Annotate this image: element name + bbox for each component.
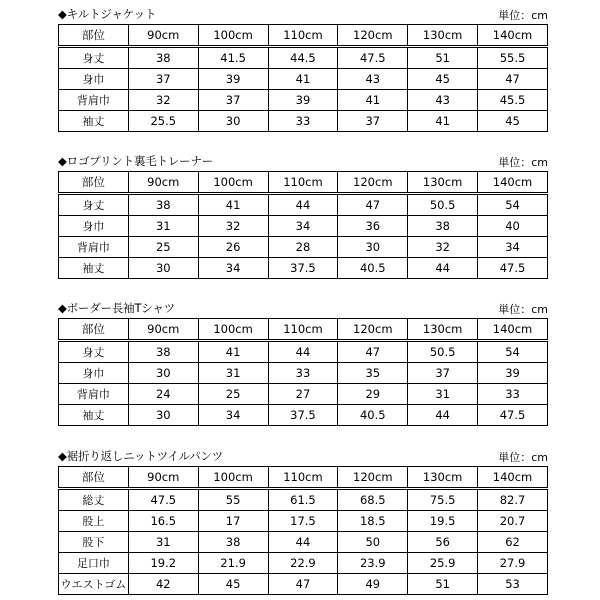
row-label: 股上 [59,511,129,532]
section-title: ◆ロゴプリント裏毛トレーナー [58,154,214,168]
table-cell: 25.9 [408,553,478,574]
table-cell: 25 [198,384,268,405]
table-cell: 54 [478,194,548,216]
table-cell: 33 [478,384,548,405]
table-cell: 38 [198,532,268,553]
table-cell: 31 [128,216,198,237]
row-label: 背肩巾 [59,237,129,258]
table-cell: 47.5 [128,489,198,511]
table-row [59,111,548,132]
column-header-size: 120cm [338,25,408,47]
table-row [59,90,548,111]
table-cell: 27 [268,384,338,405]
table-cell: 41 [198,194,268,216]
header-row [59,172,548,194]
row-label: 身丈 [59,47,129,69]
table-cell: 39 [268,90,338,111]
column-header-size: 120cm [338,319,408,341]
column-header-size: 140cm [478,25,548,47]
table-cell: 31 [128,532,198,553]
table-row [59,511,548,532]
table-cell: 37 [338,111,408,132]
table-cell: 41 [338,90,408,111]
table-cell: 41 [268,69,338,90]
table-row [59,405,548,426]
table-cell: 44 [268,341,338,363]
table-row [59,489,548,511]
table-cell: 38 [128,194,198,216]
table-cell: 39 [478,363,548,384]
table-cell: 51 [408,47,478,69]
table-cell: 45.5 [478,90,548,111]
table-cell: 41 [198,341,268,363]
table-cell: 19.2 [128,553,198,574]
table-cell: 30 [128,258,198,279]
size-table [58,24,548,132]
table-row [59,69,548,90]
table-cell: 43 [338,69,408,90]
row-label: 袖丈 [59,405,129,426]
table-cell: 43 [408,90,478,111]
row-label: ウエストゴム [59,574,129,595]
row-label: 袖丈 [59,258,129,279]
table-cell: 36 [338,216,408,237]
column-header-size: 130cm [408,172,478,194]
table-cell: 37 [128,69,198,90]
table-cell: 38 [128,47,198,69]
column-header-size: 90cm [128,467,198,489]
column-header-part: 部位 [59,25,129,47]
row-label: 足口巾 [59,553,129,574]
row-label: 袖丈 [59,111,129,132]
table-cell: 38 [408,216,478,237]
column-header-part: 部位 [59,319,129,341]
column-header-part: 部位 [59,467,129,489]
column-header-size: 140cm [478,172,548,194]
table-row [59,384,548,405]
table-row [59,341,548,363]
table-cell: 44 [408,258,478,279]
column-header-size: 130cm [408,467,478,489]
column-header-size: 100cm [198,319,268,341]
table-body [59,341,548,426]
table-cell: 17 [198,511,268,532]
table-cell: 45 [198,574,268,595]
table-cell: 62 [478,532,548,553]
table-cell: 51 [408,574,478,595]
table-cell: 44 [268,194,338,216]
column-header-size: 140cm [478,319,548,341]
table-cell: 55 [198,489,268,511]
row-label: 背肩巾 [59,384,129,405]
table-cell: 75.5 [408,489,478,511]
table-cell: 44 [268,532,338,553]
table-row [59,47,548,69]
table-cell: 17.5 [268,511,338,532]
table-cell: 38 [128,341,198,363]
table-cell: 34 [268,216,338,237]
size-section-knit-pants [58,446,548,595]
table-cell: 47.5 [478,258,548,279]
table-cell: 34 [478,237,548,258]
table-cell: 45 [478,111,548,132]
table-cell: 50 [338,532,408,553]
table-cell: 29 [338,384,408,405]
table-row [59,553,548,574]
section-header [58,151,548,171]
size-section-quilt-jacket [58,4,548,132]
table-cell: 19.5 [408,511,478,532]
table-cell: 50.5 [408,194,478,216]
section-title: ◆ボーダー長袖Tシャツ [58,301,175,315]
section-header [58,4,548,24]
table-cell: 47.5 [338,47,408,69]
row-label: 身丈 [59,341,129,363]
table-cell: 68.5 [338,489,408,511]
table-cell: 53 [478,574,548,595]
table-cell: 25 [128,237,198,258]
table-cell: 37 [198,90,268,111]
table-cell: 45 [408,69,478,90]
column-header-size: 120cm [338,172,408,194]
column-header-size: 90cm [128,319,198,341]
size-section-logo-trainer [58,151,548,279]
table-cell: 47.5 [478,405,548,426]
table-cell: 82.7 [478,489,548,511]
header-row [59,25,548,47]
table-cell: 56 [408,532,478,553]
table-cell: 47 [338,341,408,363]
row-label: 身丈 [59,194,129,216]
unit-label: 単位：cm [498,9,548,22]
table-cell: 47 [338,194,408,216]
table-cell: 34 [198,405,268,426]
column-header-size: 140cm [478,467,548,489]
table-cell: 42 [128,574,198,595]
row-label: 身巾 [59,216,129,237]
column-header-size: 110cm [268,319,338,341]
table-cell: 18.5 [338,511,408,532]
table-cell: 20.7 [478,511,548,532]
column-header-size: 100cm [198,25,268,47]
table-cell: 32 [198,216,268,237]
table-cell: 55.5 [478,47,548,69]
table-cell: 22.9 [268,553,338,574]
column-header-size: 90cm [128,172,198,194]
table-cell: 37.5 [268,405,338,426]
column-header-size: 120cm [338,467,408,489]
table-cell: 39 [198,69,268,90]
table-cell: 49 [338,574,408,595]
table-body [59,194,548,279]
table-row [59,574,548,595]
table-cell: 44.5 [268,47,338,69]
table-row [59,258,548,279]
size-table [58,466,548,595]
unit-label: 単位：cm [498,156,548,169]
table-cell: 31 [408,384,478,405]
table-cell: 30 [128,363,198,384]
table-cell: 28 [268,237,338,258]
table-cell: 47 [478,69,548,90]
table-cell: 32 [408,237,478,258]
row-label: 総丈 [59,489,129,511]
table-cell: 41.5 [198,47,268,69]
header-row [59,467,548,489]
table-row [59,194,548,216]
table-cell: 30 [198,111,268,132]
column-header-size: 110cm [268,172,338,194]
table-row [59,216,548,237]
table-body [59,489,548,595]
table-cell: 25.5 [128,111,198,132]
table-cell: 44 [408,405,478,426]
table-cell: 30 [338,237,408,258]
table-cell: 21.9 [198,553,268,574]
section-title: ◆キルトジャケット [58,7,157,21]
table-cell: 40.5 [338,258,408,279]
row-label: 身巾 [59,69,129,90]
column-header-size: 110cm [268,25,338,47]
table-header [59,25,548,47]
table-header [59,467,548,489]
column-header-size: 100cm [198,172,268,194]
table-row [59,237,548,258]
table-cell: 27.9 [478,553,548,574]
table-cell: 40 [478,216,548,237]
table-cell: 26 [198,237,268,258]
column-header-size: 110cm [268,467,338,489]
table-cell: 47 [268,574,338,595]
unit-label: 単位：cm [498,303,548,316]
table-cell: 31 [198,363,268,384]
table-header [59,172,548,194]
unit-label: 単位：cm [498,451,548,464]
column-header-size: 130cm [408,319,478,341]
table-body [59,47,548,132]
table-cell: 37.5 [268,258,338,279]
size-section-border-tshirt [58,298,548,426]
table-cell: 34 [198,258,268,279]
size-table [58,171,548,279]
table-cell: 33 [268,111,338,132]
size-table [58,318,548,426]
table-cell: 16.5 [128,511,198,532]
table-row [59,532,548,553]
section-header [58,298,548,318]
table-cell: 40.5 [338,405,408,426]
row-label: 身巾 [59,363,129,384]
table-cell: 33 [268,363,338,384]
table-cell: 23.9 [338,553,408,574]
column-header-size: 90cm [128,25,198,47]
header-row [59,319,548,341]
table-header [59,319,548,341]
section-header [58,446,548,466]
table-cell: 35 [338,363,408,384]
table-cell: 61.5 [268,489,338,511]
section-title: ◆裾折り返しニットツイルパンツ [58,449,224,463]
table-cell: 54 [478,341,548,363]
column-header-size: 100cm [198,467,268,489]
table-row [59,363,548,384]
table-cell: 32 [128,90,198,111]
table-cell: 24 [128,384,198,405]
row-label: 股下 [59,532,129,553]
column-header-part: 部位 [59,172,129,194]
table-cell: 50.5 [408,341,478,363]
column-header-size: 130cm [408,25,478,47]
table-cell: 41 [408,111,478,132]
table-cell: 30 [128,405,198,426]
row-label: 背肩巾 [59,90,129,111]
table-cell: 37 [408,363,478,384]
